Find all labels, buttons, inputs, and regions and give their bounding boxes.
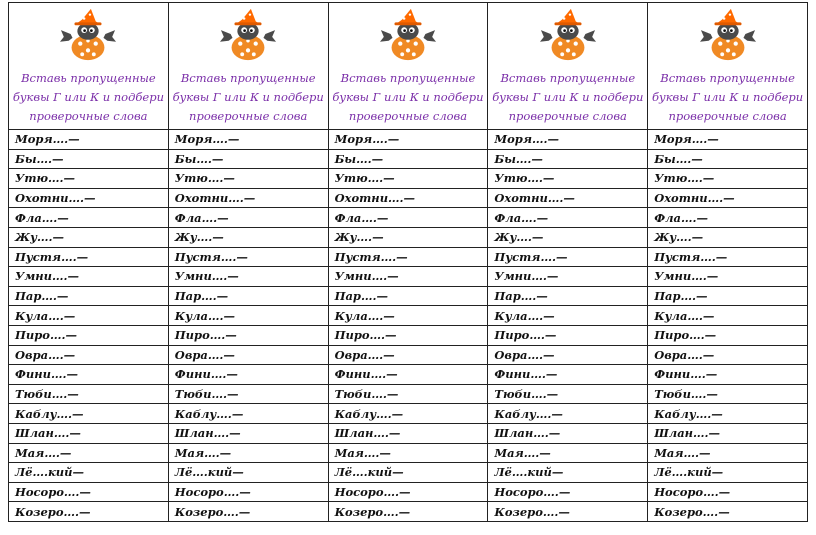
word-cell[interactable]: Умни….—: [9, 267, 169, 287]
word-cell[interactable]: Лё….кий—: [168, 463, 328, 483]
word-cell[interactable]: Пустя….—: [648, 247, 808, 267]
word-cell[interactable]: Утю….—: [648, 169, 808, 189]
worksheet-header: [9, 3, 808, 130]
word-cell[interactable]: Пиро….—: [488, 325, 648, 345]
word-cell[interactable]: Охотни….—: [648, 188, 808, 208]
word-cell[interactable]: Жу….—: [9, 227, 169, 247]
word-cell[interactable]: Мая….—: [488, 443, 648, 463]
pumpkin-bat-icon: [59, 5, 117, 63]
word-cell[interactable]: Жу….—: [328, 227, 488, 247]
word-cell[interactable]: Носоро….—: [488, 482, 648, 502]
pumpkin-bat-icon: [699, 5, 757, 63]
word-cell[interactable]: Пустя….—: [488, 247, 648, 267]
word-cell[interactable]: Овра….—: [648, 345, 808, 365]
word-cell[interactable]: Лё….кий—: [328, 463, 488, 483]
word-cell[interactable]: Пиро….—: [168, 325, 328, 345]
table-row: [9, 169, 808, 189]
task-instruction: Вставь пропущенные буквы Г или К и подбери проверочные слова: [172, 71, 324, 123]
word-cell[interactable]: Носоро….—: [648, 482, 808, 502]
table-row: [9, 502, 808, 522]
word-cell[interactable]: Бы….—: [488, 149, 648, 169]
table-row: [9, 188, 808, 208]
word-cell[interactable]: Фла….—: [168, 208, 328, 228]
table-row: [9, 149, 808, 169]
word-cell[interactable]: Тюби….—: [648, 384, 808, 404]
table-row: [9, 404, 808, 424]
word-cell[interactable]: Каблу….—: [9, 404, 169, 424]
word-cell[interactable]: Пустя….—: [168, 247, 328, 267]
word-cell[interactable]: Фини….—: [9, 365, 169, 385]
word-cell[interactable]: Бы….—: [168, 149, 328, 169]
header-cell-3: [328, 3, 488, 130]
table-row: [9, 286, 808, 306]
word-cell[interactable]: Охотни….—: [9, 188, 169, 208]
word-cell[interactable]: Кула….—: [648, 306, 808, 326]
header-content: [648, 3, 807, 126]
word-cell[interactable]: Моря….—: [648, 130, 808, 150]
word-cell[interactable]: Охотни….—: [168, 188, 328, 208]
table-row: [9, 443, 808, 463]
word-cell[interactable]: Моря….—: [328, 130, 488, 150]
header-content: [329, 3, 488, 126]
table-row: [9, 267, 808, 287]
word-cell[interactable]: Козеро….—: [168, 502, 328, 522]
word-cell[interactable]: Лё….кий—: [648, 463, 808, 483]
worksheet-table: [8, 2, 808, 522]
pumpkin-bat-icon: [379, 5, 437, 63]
word-cell[interactable]: Тюби….—: [488, 384, 648, 404]
word-cell[interactable]: Пар….—: [168, 286, 328, 306]
word-cell[interactable]: Фла….—: [9, 208, 169, 228]
word-cell[interactable]: Кула….—: [168, 306, 328, 326]
word-cell[interactable]: Умни….—: [328, 267, 488, 287]
word-cell[interactable]: Кула….—: [328, 306, 488, 326]
table-row: [9, 365, 808, 385]
word-cell[interactable]: Козеро….—: [9, 502, 169, 522]
word-cell[interactable]: Шлан….—: [168, 423, 328, 443]
word-cell[interactable]: Носоро….—: [328, 482, 488, 502]
word-cell[interactable]: Кула….—: [9, 306, 169, 326]
word-cell[interactable]: Кула….—: [488, 306, 648, 326]
word-cell[interactable]: Овра….—: [168, 345, 328, 365]
word-cell[interactable]: Козеро….—: [488, 502, 648, 522]
word-cell[interactable]: Овра….—: [328, 345, 488, 365]
word-cell[interactable]: Шлан….—: [9, 423, 169, 443]
header-cell-4: [488, 3, 648, 130]
word-cell[interactable]: Носоро….—: [168, 482, 328, 502]
word-cell[interactable]: Моря….—: [168, 130, 328, 150]
worksheet-body: [9, 130, 808, 522]
header-cell-5: [648, 3, 808, 130]
word-cell[interactable]: Пиро….—: [648, 325, 808, 345]
word-cell[interactable]: Жу….—: [648, 227, 808, 247]
task-instruction: Вставь пропущенные буквы Г или К и подбери проверочные слова: [12, 71, 164, 123]
word-cell[interactable]: Овра….—: [488, 345, 648, 365]
word-cell[interactable]: Бы….—: [9, 149, 169, 169]
word-cell[interactable]: Фла….—: [648, 208, 808, 228]
word-cell[interactable]: Носоро….—: [9, 482, 169, 502]
table-row: [9, 463, 808, 483]
pumpkin-bat-icon: [219, 5, 277, 63]
header-row: [9, 3, 808, 130]
table-row: [9, 482, 808, 502]
table-row: [9, 384, 808, 404]
word-cell[interactable]: Каблу….—: [488, 404, 648, 424]
word-cell[interactable]: Умни….—: [648, 267, 808, 287]
header-content: [488, 3, 647, 126]
header-cell-1: [9, 3, 169, 130]
word-cell[interactable]: Каблу….—: [168, 404, 328, 424]
word-cell[interactable]: Бы….—: [648, 149, 808, 169]
task-instruction: Вставь пропущенные буквы Г или К и подбери проверочные слова: [492, 71, 644, 123]
word-cell[interactable]: Бы….—: [328, 149, 488, 169]
table-row: [9, 325, 808, 345]
word-cell[interactable]: Фини….—: [168, 365, 328, 385]
word-cell[interactable]: Жу….—: [488, 227, 648, 247]
table-row: [9, 227, 808, 247]
word-cell[interactable]: Фини….—: [648, 365, 808, 385]
word-cell[interactable]: Утю….—: [168, 169, 328, 189]
word-cell[interactable]: Умни….—: [168, 267, 328, 287]
word-cell[interactable]: Мая….—: [9, 443, 169, 463]
word-cell[interactable]: Козеро….—: [328, 502, 488, 522]
pumpkin-bat-icon: [539, 5, 597, 63]
word-cell[interactable]: Утю….—: [328, 169, 488, 189]
table-row: [9, 345, 808, 365]
word-cell[interactable]: Пиро….—: [328, 325, 488, 345]
word-cell[interactable]: Моря….—: [9, 130, 169, 150]
word-cell[interactable]: Фини….—: [488, 365, 648, 385]
word-cell[interactable]: Фини….—: [328, 365, 488, 385]
word-cell[interactable]: Жу….—: [168, 227, 328, 247]
word-cell[interactable]: Моря….—: [488, 130, 648, 150]
word-cell[interactable]: Фла….—: [328, 208, 488, 228]
word-cell[interactable]: Каблу….—: [648, 404, 808, 424]
word-cell[interactable]: Пар….—: [9, 286, 169, 306]
word-cell[interactable]: Умни….—: [488, 267, 648, 287]
task-instruction: Вставь пропущенные буквы Г или К и подбери проверочные слова: [652, 71, 804, 123]
word-cell[interactable]: Лё….кий—: [488, 463, 648, 483]
word-cell[interactable]: Мая….—: [328, 443, 488, 463]
header-cell-2: [168, 3, 328, 130]
word-cell[interactable]: Тюби….—: [328, 384, 488, 404]
table-row: [9, 208, 808, 228]
word-cell[interactable]: Мая….—: [648, 443, 808, 463]
word-cell[interactable]: Пустя….—: [9, 247, 169, 267]
word-cell[interactable]: Овра….—: [9, 345, 169, 365]
table-row: [9, 423, 808, 443]
word-cell[interactable]: Пар….—: [648, 286, 808, 306]
word-cell[interactable]: Шлан….—: [488, 423, 648, 443]
word-cell[interactable]: Охотни….—: [488, 188, 648, 208]
word-cell[interactable]: Тюби….—: [168, 384, 328, 404]
word-cell[interactable]: Шлан….—: [328, 423, 488, 443]
word-cell[interactable]: Пар….—: [328, 286, 488, 306]
word-cell[interactable]: Охотни….—: [328, 188, 488, 208]
word-cell[interactable]: Утю….—: [9, 169, 169, 189]
header-content: [9, 3, 168, 126]
table-row: [9, 306, 808, 326]
word-cell[interactable]: Пиро….—: [9, 325, 169, 345]
table-row: [9, 130, 808, 150]
word-cell[interactable]: Тюби….—: [9, 384, 169, 404]
word-cell[interactable]: Каблу….—: [328, 404, 488, 424]
word-cell[interactable]: Мая….—: [168, 443, 328, 463]
word-cell[interactable]: Пар….—: [488, 286, 648, 306]
table-row: [9, 247, 808, 267]
word-cell[interactable]: Утю….—: [488, 169, 648, 189]
word-cell[interactable]: Фла….—: [488, 208, 648, 228]
header-content: [169, 3, 328, 126]
word-cell[interactable]: Лё….кий—: [9, 463, 169, 483]
task-instruction: Вставь пропущенные буквы Г или К и подбери проверочные слова: [332, 71, 484, 123]
word-cell[interactable]: Шлан….—: [648, 423, 808, 443]
word-cell[interactable]: Козеро….—: [648, 502, 808, 522]
word-cell[interactable]: Пустя….—: [328, 247, 488, 267]
